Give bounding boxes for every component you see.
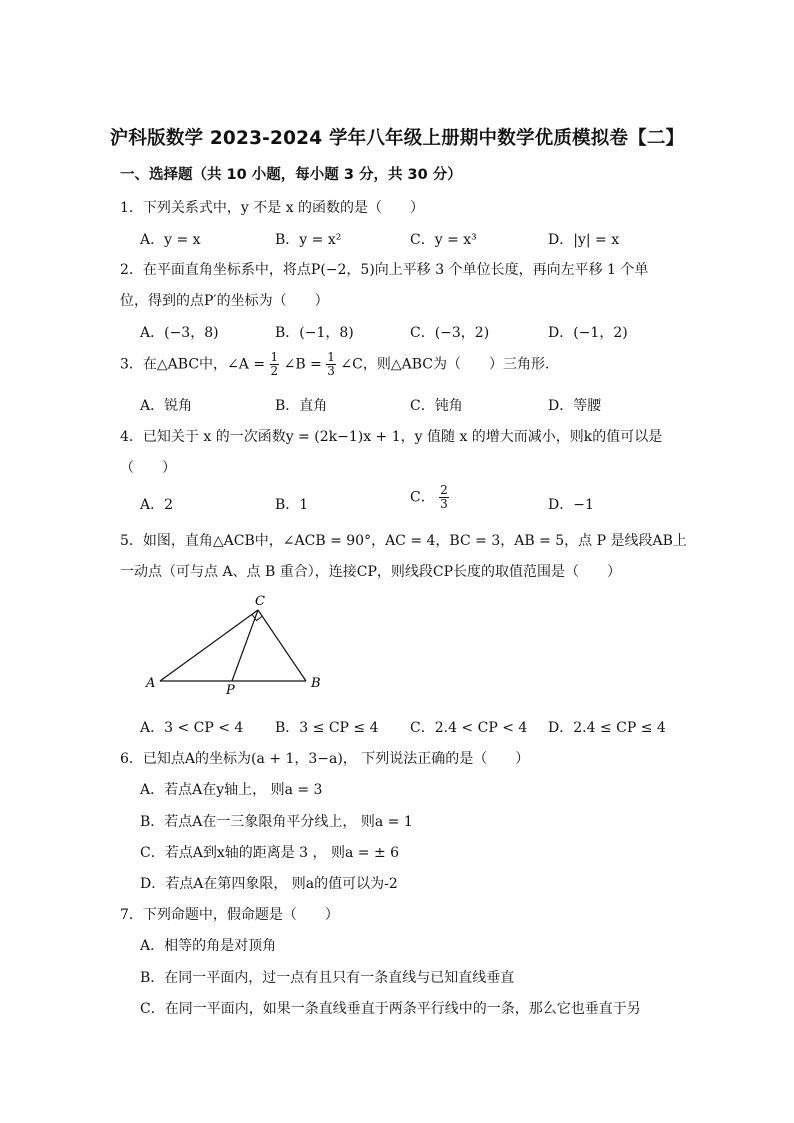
q3-option-a: A．锐角 xyxy=(140,398,193,414)
q3-suffix: ∠C，则△ABC为（ ）三角形． xyxy=(340,356,559,373)
q3-option-b: B．直角 xyxy=(275,398,328,414)
fraction-two-thirds xyxy=(439,484,449,511)
question-1-stem: 1．下列关系式中，y 不是 x 的函数的是（ ） xyxy=(120,200,425,216)
q6-choice-d: D．若点A在第四象限， 则a的值可以为-2 xyxy=(140,876,398,892)
q1-option-b: B．y = x² xyxy=(275,232,342,248)
question-6-stem: 6．已知点A的坐标为(a + 1，3−a)， 下列说法正确的是（ ） xyxy=(120,751,530,767)
question-4-line-2: （ ） xyxy=(120,460,176,476)
q3-mid: ∠B = xyxy=(283,356,322,373)
question-2-line-2: 位，得到的点P′的坐标为（ ） xyxy=(120,293,329,309)
point-label-p: P xyxy=(226,683,235,698)
question-5-line-1: 5．如图，直角△ACB中，∠ACB = 90°，AC = 4，BC = 3，AB = 5，点 P 是线段AB上 xyxy=(120,533,687,549)
q5-option-c: C．2.4 < CP < 4 xyxy=(410,720,528,736)
q7-choice-a: A．相等的角是对顶角 xyxy=(140,938,277,954)
fraction-denominator: 2 xyxy=(270,364,279,378)
q4-option-b: B．1 xyxy=(275,497,309,513)
fraction-denominator: 3 xyxy=(327,364,335,378)
q6-choice-b: B．若点A在一三象限角平分线上， 则a = 1 xyxy=(140,814,413,830)
q2-option-d: D．(−1，2) xyxy=(548,325,628,341)
q3-prefix: 3．在△ABC中，∠A = xyxy=(120,356,266,373)
question-5-line-2: 一动点（可与点 A、点 B 重合），连接CP，则线段CP长度的取值范围是（ ） xyxy=(120,564,622,580)
q4-option-a: A．2 xyxy=(140,497,174,513)
q5-option-d: D．2.4 ≤ CP ≤ 4 xyxy=(548,720,666,736)
q5-option-a: A．3 < CP < 4 xyxy=(140,720,244,736)
section-heading: 一、选择题（共 10 小题，每小题 3 分，共 30 分） xyxy=(120,167,462,183)
fraction-one-half xyxy=(270,351,280,378)
vertex-label-c: C xyxy=(255,594,265,609)
page-title: 沪科版数学 2023-2024 学年八年级上册期中数学优质模拟卷【二】 xyxy=(109,128,685,149)
q4-option-d: D．−1 xyxy=(548,497,594,513)
q1-option-a: A．y = x xyxy=(140,232,201,248)
right-angle-mark xyxy=(252,615,263,621)
q6-choice-c: C．若点A到x轴的距离是 3 ， 则a = ± 6 xyxy=(140,845,400,861)
fraction-numerator: 1 xyxy=(327,350,335,364)
segment-cp xyxy=(232,610,258,681)
q4-option-c-label: C． xyxy=(410,489,435,506)
q1-option-d: D．|y| = x xyxy=(548,232,620,248)
segment-bc xyxy=(258,610,306,681)
q6-choice-a: A．若点A在y轴上， 则a = 3 xyxy=(140,782,323,798)
question-7-stem: 7．下列命题中，假命题是（ ） xyxy=(120,907,339,923)
q3-option-c: C．钝角 xyxy=(410,398,463,414)
q4-option-c xyxy=(410,484,449,511)
vertex-label-a: A xyxy=(146,676,156,691)
fraction-one-third xyxy=(326,351,336,378)
q7-choice-b: B．在同一平面内，过一点有且只有一条直线与已知直线垂直 xyxy=(140,970,515,986)
q3-option-d: D．等腰 xyxy=(548,398,602,414)
q2-option-b: B．(−1，8) xyxy=(275,325,354,341)
q2-option-a: A．(−3，8) xyxy=(140,325,219,341)
fraction-numerator: 1 xyxy=(270,350,279,364)
q1-option-c: C．y = x³ xyxy=(410,232,477,248)
q5-option-b: B．3 ≤ CP ≤ 4 xyxy=(275,720,379,736)
vertex-label-b: B xyxy=(311,676,321,691)
segment-ac xyxy=(160,610,258,681)
question-4-line-1: 4．已知关于 x 的一次函数y = (2k−1)x + 1，y 值随 x 的增大而减小，则k的值可以是 xyxy=(120,429,663,445)
question-3-stem xyxy=(120,351,559,378)
q2-option-c: C．(−3，2) xyxy=(410,325,490,341)
triangle-figure xyxy=(140,590,340,700)
fraction-numerator: 2 xyxy=(440,483,448,497)
fraction-denominator: 3 xyxy=(440,497,448,511)
question-2-line-1: 2．在平面直角坐标系中，将点P(−2，5)向上平移 3 个单位长度，再向左平移 1 个单 xyxy=(120,262,649,278)
q7-choice-c: C．在同一平面内，如果一条直线垂直于两条平行线中的一条，那么它也垂直于另 xyxy=(140,1001,641,1017)
